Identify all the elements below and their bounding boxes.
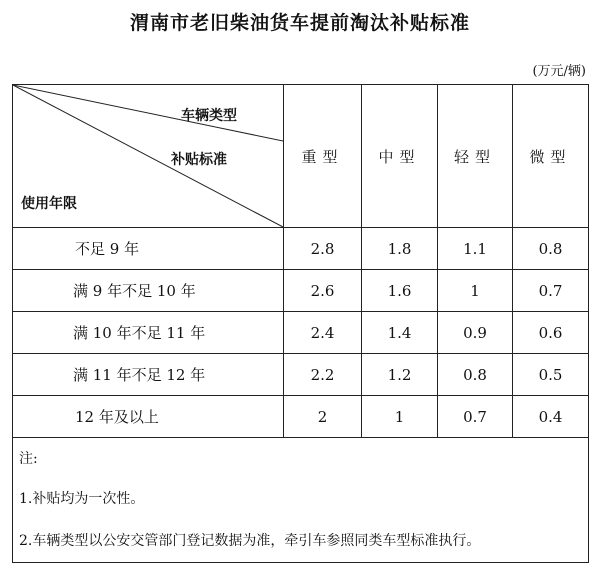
table-cell: 0.7	[513, 270, 589, 312]
table-cell: 0.4	[513, 396, 589, 438]
row-label: 满 11 年不足 12 年	[13, 354, 284, 396]
table-cell: 1.8	[362, 228, 438, 270]
table-row	[13, 396, 589, 438]
table-cell: 1	[438, 270, 513, 312]
subsidy-table	[12, 84, 589, 563]
col-heavy: 重型	[284, 85, 362, 228]
note-item: 1.补贴均为一次性。	[13, 478, 589, 518]
subsidy-standard-label: 补贴标准	[171, 152, 227, 168]
row-label: 12 年及以上	[13, 396, 284, 438]
table-cell: 1.2	[362, 354, 438, 396]
table-cell: 0.7	[438, 396, 513, 438]
table-cell: 0.6	[513, 312, 589, 354]
table-cell: 2.8	[284, 228, 362, 270]
table-row	[13, 270, 589, 312]
table-cell: 2.4	[284, 312, 362, 354]
note-row	[13, 438, 589, 479]
header-row	[13, 85, 589, 228]
table-cell: 2	[284, 396, 362, 438]
diagonal-header-cell	[13, 85, 284, 228]
table-row	[13, 312, 589, 354]
note-row	[13, 478, 589, 518]
table-cell: 2.6	[284, 270, 362, 312]
unit-label: (万元/辆)	[532, 64, 586, 79]
col-mini: 微型	[513, 85, 589, 228]
table-cell: 0.9	[438, 312, 513, 354]
table-cell: 0.5	[513, 354, 589, 396]
note-item: 2.车辆类型以公安交管部门登记数据为准，牵引车参照同类车型标准执行。	[13, 518, 589, 563]
table-cell: 1.4	[362, 312, 438, 354]
col-light: 轻型	[438, 85, 513, 228]
table-cell: 0.8	[513, 228, 589, 270]
table-cell: 0.8	[438, 354, 513, 396]
row-label: 满 9 年不足 10 年	[13, 270, 284, 312]
vehicle-type-label: 车辆类型	[181, 108, 237, 124]
note-heading: 注:	[13, 438, 589, 479]
col-medium: 中型	[362, 85, 438, 228]
table-cell: 1	[362, 396, 438, 438]
table-cell: 1.6	[362, 270, 438, 312]
table-cell: 2.2	[284, 354, 362, 396]
years-label: 使用年限	[21, 196, 77, 212]
row-label: 不足 9 年	[13, 228, 284, 270]
note-row	[13, 518, 589, 563]
table-row	[13, 228, 589, 270]
table-cell: 1.1	[438, 228, 513, 270]
row-label: 满 10 年不足 11 年	[13, 312, 284, 354]
page-title: 渭南市老旧柴油货车提前淘汰补贴标准	[129, 12, 470, 34]
table-row	[13, 354, 589, 396]
